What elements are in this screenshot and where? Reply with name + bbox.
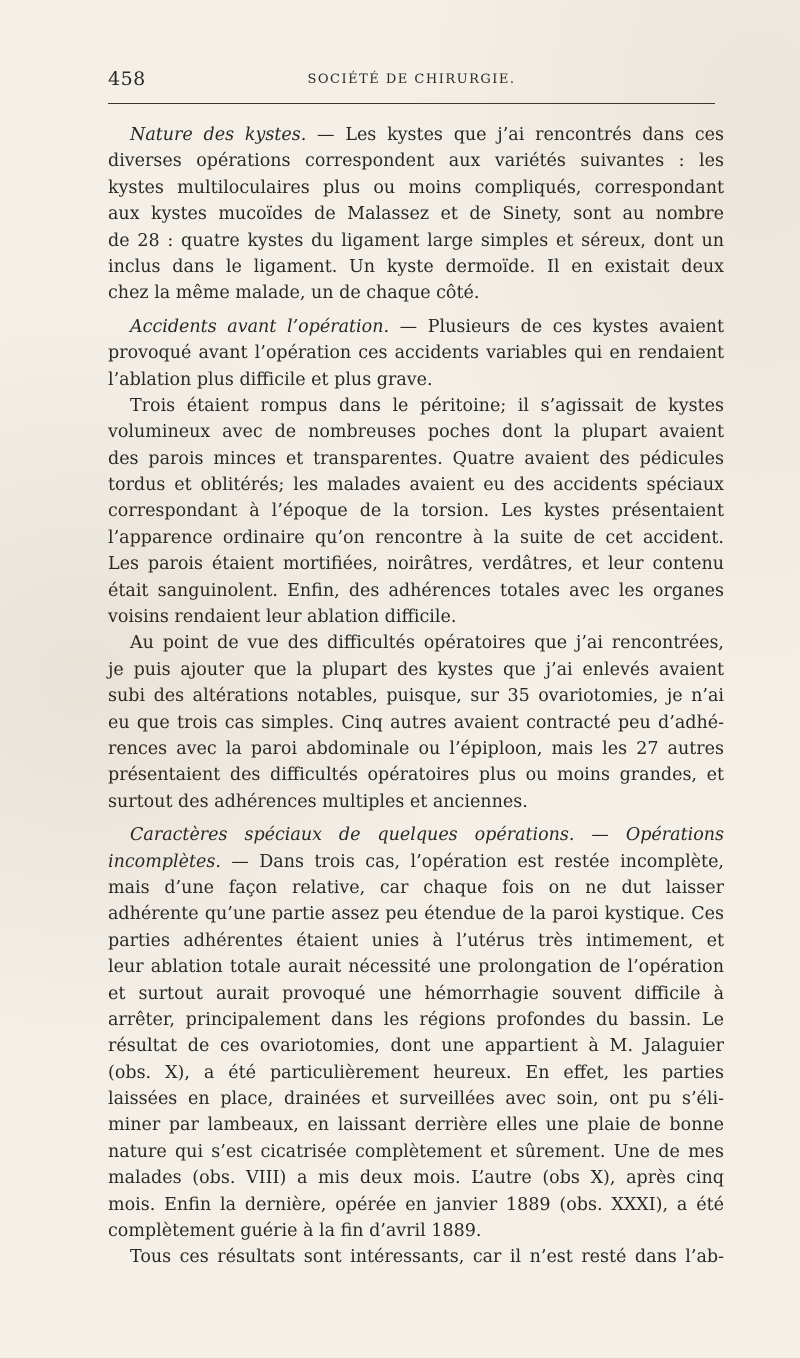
text-line: chez la même malade, un de chaque côté.	[108, 283, 480, 304]
text-line: complètement guérie à la fin d’avril 1889.	[108, 1221, 482, 1242]
text-line: eu que trois cas simples. Cinq autres avaient contracté peu d’adhé-	[108, 712, 724, 733]
text-line: adhérente qu’une partie assez peu étendue de la paroi kystique. Ces	[108, 904, 724, 925]
text-line: Les parois étaient mortifiées, noirâtres, verdâtres, et leur contenu	[108, 554, 724, 575]
text-line: diverses opérations correspondent aux variétés suivantes : les	[108, 151, 724, 172]
text-line: arrêter, principalement dans les régions profondes du bassin. Le	[108, 1009, 724, 1030]
text-line: mois. Enfin la dernière, opérée en janvier 1889 (obs. XXXI), a été	[108, 1194, 724, 1215]
text-line: de 28 : quatre kystes du ligament large simples et séreux, dont un	[108, 230, 724, 251]
text-line: résultat de ces ovariotomies, dont une appartient à M. Jalaguier	[108, 1036, 724, 1057]
text-line: correspondant à l’époque de la torsion. Les kystes présentaient	[108, 501, 724, 522]
text-line: mais d’une façon relative, car chaque fois on ne dut laisser	[108, 877, 724, 898]
text-line: subi des altérations notables, puisque, sur 35 ovariotomies, je n’ai	[108, 686, 724, 707]
text-line: aux kystes mucoïdes de Malassez et de Sinety, sont au nombre	[108, 204, 724, 225]
text-line: et surtout aurait provoqué une hémorrhagie souvent difficile à	[108, 983, 724, 1004]
text-line: laissées en place, drainées et surveillées avec soin, ont pu s’éli-	[108, 1089, 724, 1110]
text-line: tordus et oblitérés; les malades avaient eu des accidents spéciaux	[108, 475, 724, 496]
text-line: l’apparence ordinaire qu’on rencontre à la suite de cet accident.	[108, 527, 724, 548]
text-line: volumineux avec de nombreuses poches dont la plupart avaient	[108, 422, 724, 443]
text-line: kystes multiloculaires plus ou moins compliqués, correspondant	[108, 177, 724, 198]
text-line: nature qui s’est cicatrisée complètement et sûrement. Une de mes	[108, 1141, 724, 1162]
header-rule	[108, 103, 715, 104]
text-line: parties adhérentes étaient unies à l’utérus très intimement, et	[108, 930, 724, 951]
text-line: Au point de vue des difficultés opératoires que j’ai rencontrées,	[130, 633, 724, 654]
text-line: voisins rendaient leur ablation difficile.	[108, 607, 457, 628]
text-line: présentaient des difficultés opératoires plus ou moins grandes, et	[108, 765, 724, 786]
text-line: Accidents avant l’opération. — Plusieurs de ces kystes avaient	[130, 316, 724, 337]
text-line: incomplètes. — Dans trois cas, l’opération est restée incomplète,	[108, 851, 724, 872]
text-line: leur ablation totale aurait nécessité une prolongation de l’opération	[108, 957, 724, 978]
page-header	[108, 68, 715, 94]
running-head: SOCIÉTÉ DE CHIRURGIE.	[307, 72, 516, 87]
page-number: 458	[108, 68, 146, 90]
text-line: miner par lambeaux, en laissant derrière elles une plaie de bonne	[108, 1115, 724, 1136]
text-line: l’ablation plus difficile et plus grave.	[108, 369, 433, 390]
text-line: était sanguinolent. Enfin, des adhérences totales avec les organes	[108, 580, 724, 601]
text-line: je puis ajouter que la plupart des kystes que j’ai enlevés avaient	[108, 659, 724, 680]
text-line: rences avec la paroi abdominale ou l’épiploon, mais les 27 autres	[108, 738, 724, 759]
text-line: inclus dans le ligament. Un kyste dermoïde. Il en existait deux	[108, 256, 724, 277]
text-line: Nature des kystes. — Les kystes que j’ai rencontrés dans ces	[130, 125, 725, 145]
text-line: (obs. X), a été particulièrement heureux. En effet, les parties	[108, 1062, 724, 1083]
text-line: surtout des adhérences multiples et anciennes.	[108, 791, 528, 812]
text-line: provoqué avant l’opération ces accidents variables qui en rendaient	[108, 343, 724, 364]
body-text	[108, 122, 724, 1271]
text-line: Trois étaient rompus dans le péritoine; il s’agissait de kystes	[130, 395, 724, 416]
text-line: malades (obs. VIII) a mis deux mois. L’autre (obs X), après cinq	[108, 1168, 724, 1189]
text-line: Tous ces résultats sont intéressants, car il n’est resté dans l’ab-	[130, 1247, 724, 1268]
text-line: Caractères spéciaux de quelques opérations. — Opérations	[130, 825, 724, 846]
text-line: des parois minces et transparentes. Quatre avaient des pédicules	[108, 448, 724, 469]
